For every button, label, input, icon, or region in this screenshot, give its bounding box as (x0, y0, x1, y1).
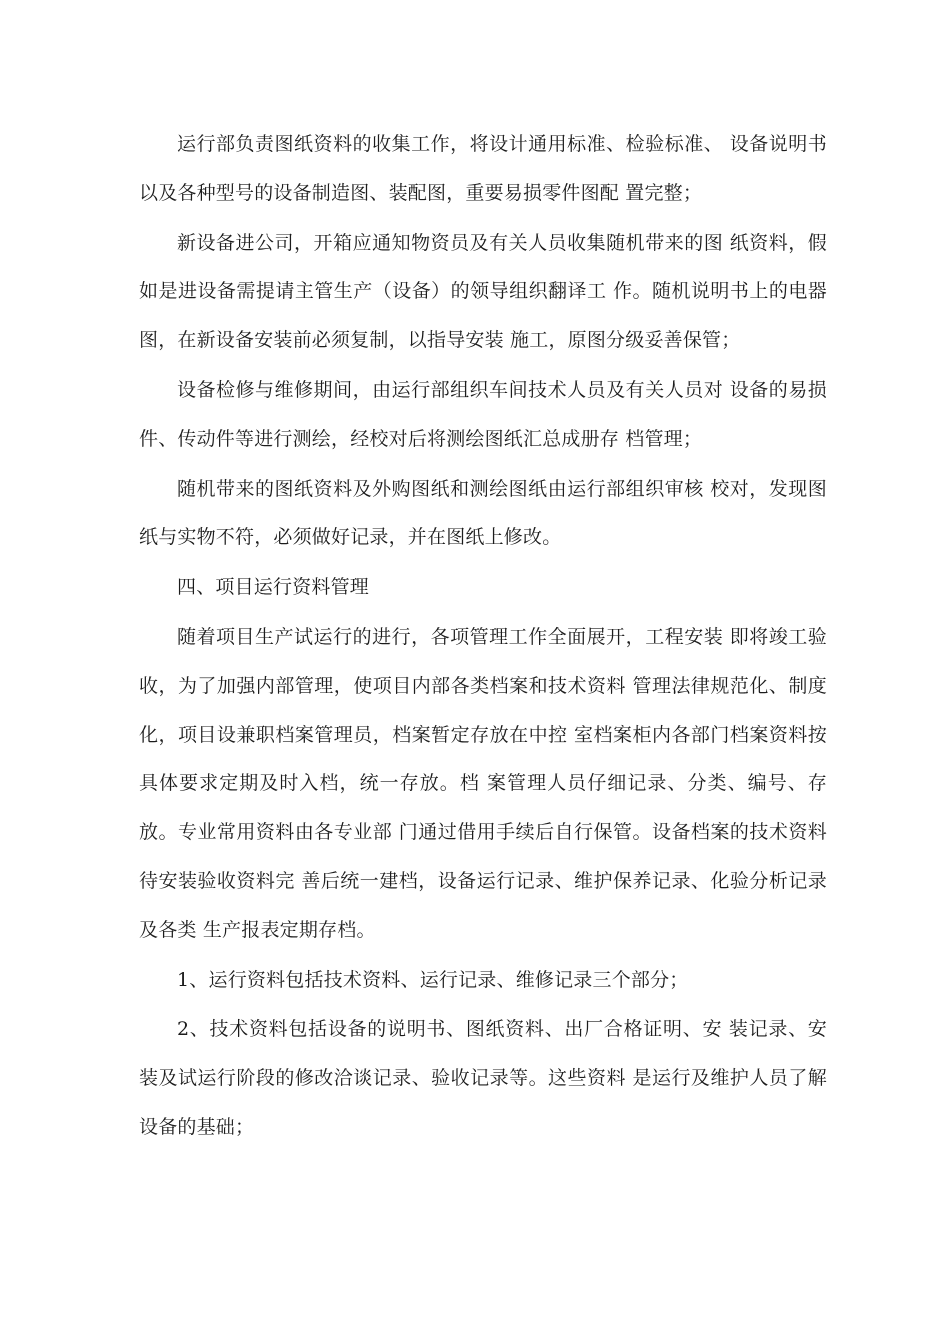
paragraph-drawing-review: 随机带来的图纸资料及外购图纸和测绘图纸由运行部组织审核 校对，发现图纸与实物不符，必须做好记录，并在图纸上修改。 (139, 477, 827, 549)
section-heading: 四、项目运行资料管理 (177, 576, 370, 599)
paragraph-drawing-collection: 运行部负责图纸资料的收集工作，将设计通用标准、检验标准、 设备说明书以及各种型号的设备制造图、装配图，重要易损零件图配 置完整； (139, 133, 827, 204)
list-item-2: 2、技术资料包括设备的说明书、图纸资料、出厂合格证明、安 装记录、安装及试运行阶段的修改洽谈记录、验收记录等。这些资料 是运行及维护人员了解设备的基础； (139, 1018, 827, 1138)
paragraph-archive-management: 随着项目生产试运行的进行，各项管理工作全面展开，工程安装 即将竣工验收，为了加强内部管理，使项目内部各类档案和技术资料 管理法律规范化、制度化，项目设兼职档案管理员，档案暂定存放在中控 室档案柜内各部门档案资料按具体要求定期及时入档，统一存放。档 案管理人员仔细记录、分类、编号、存放。专业常用资料由各专业部 门通过借用手续后自行保管。设备档案的技术资料待安装验收资料完 善后统一建档，设备运行记录、维护保养记录、化验分析记录及各类 生产报表定期存档。 (139, 625, 827, 941)
document-body (139, 120, 827, 1153)
list-item-1: 1、运行资料包括技术资料、运行记录、维修记录三个部分； (177, 968, 689, 991)
paragraph-new-equipment: 新设备进公司，开箱应通知物资员及有关人员收集随机带来的图 纸资料，假如是进设备需提请主管生产（设备）的领导组织翻译工 作。随机说明书上的电器图，在新设备安装前必须复制，以指导安装 施工，原图分级妥善保管； (139, 231, 827, 352)
paragraph-maintenance-mapping: 设备检修与维修期间，由运行部组织车间技术人员及有关人员对 设备的易损件、传动件等进行测绘，经校对后将测绘图纸汇总成册存 档管理； (139, 378, 827, 450)
